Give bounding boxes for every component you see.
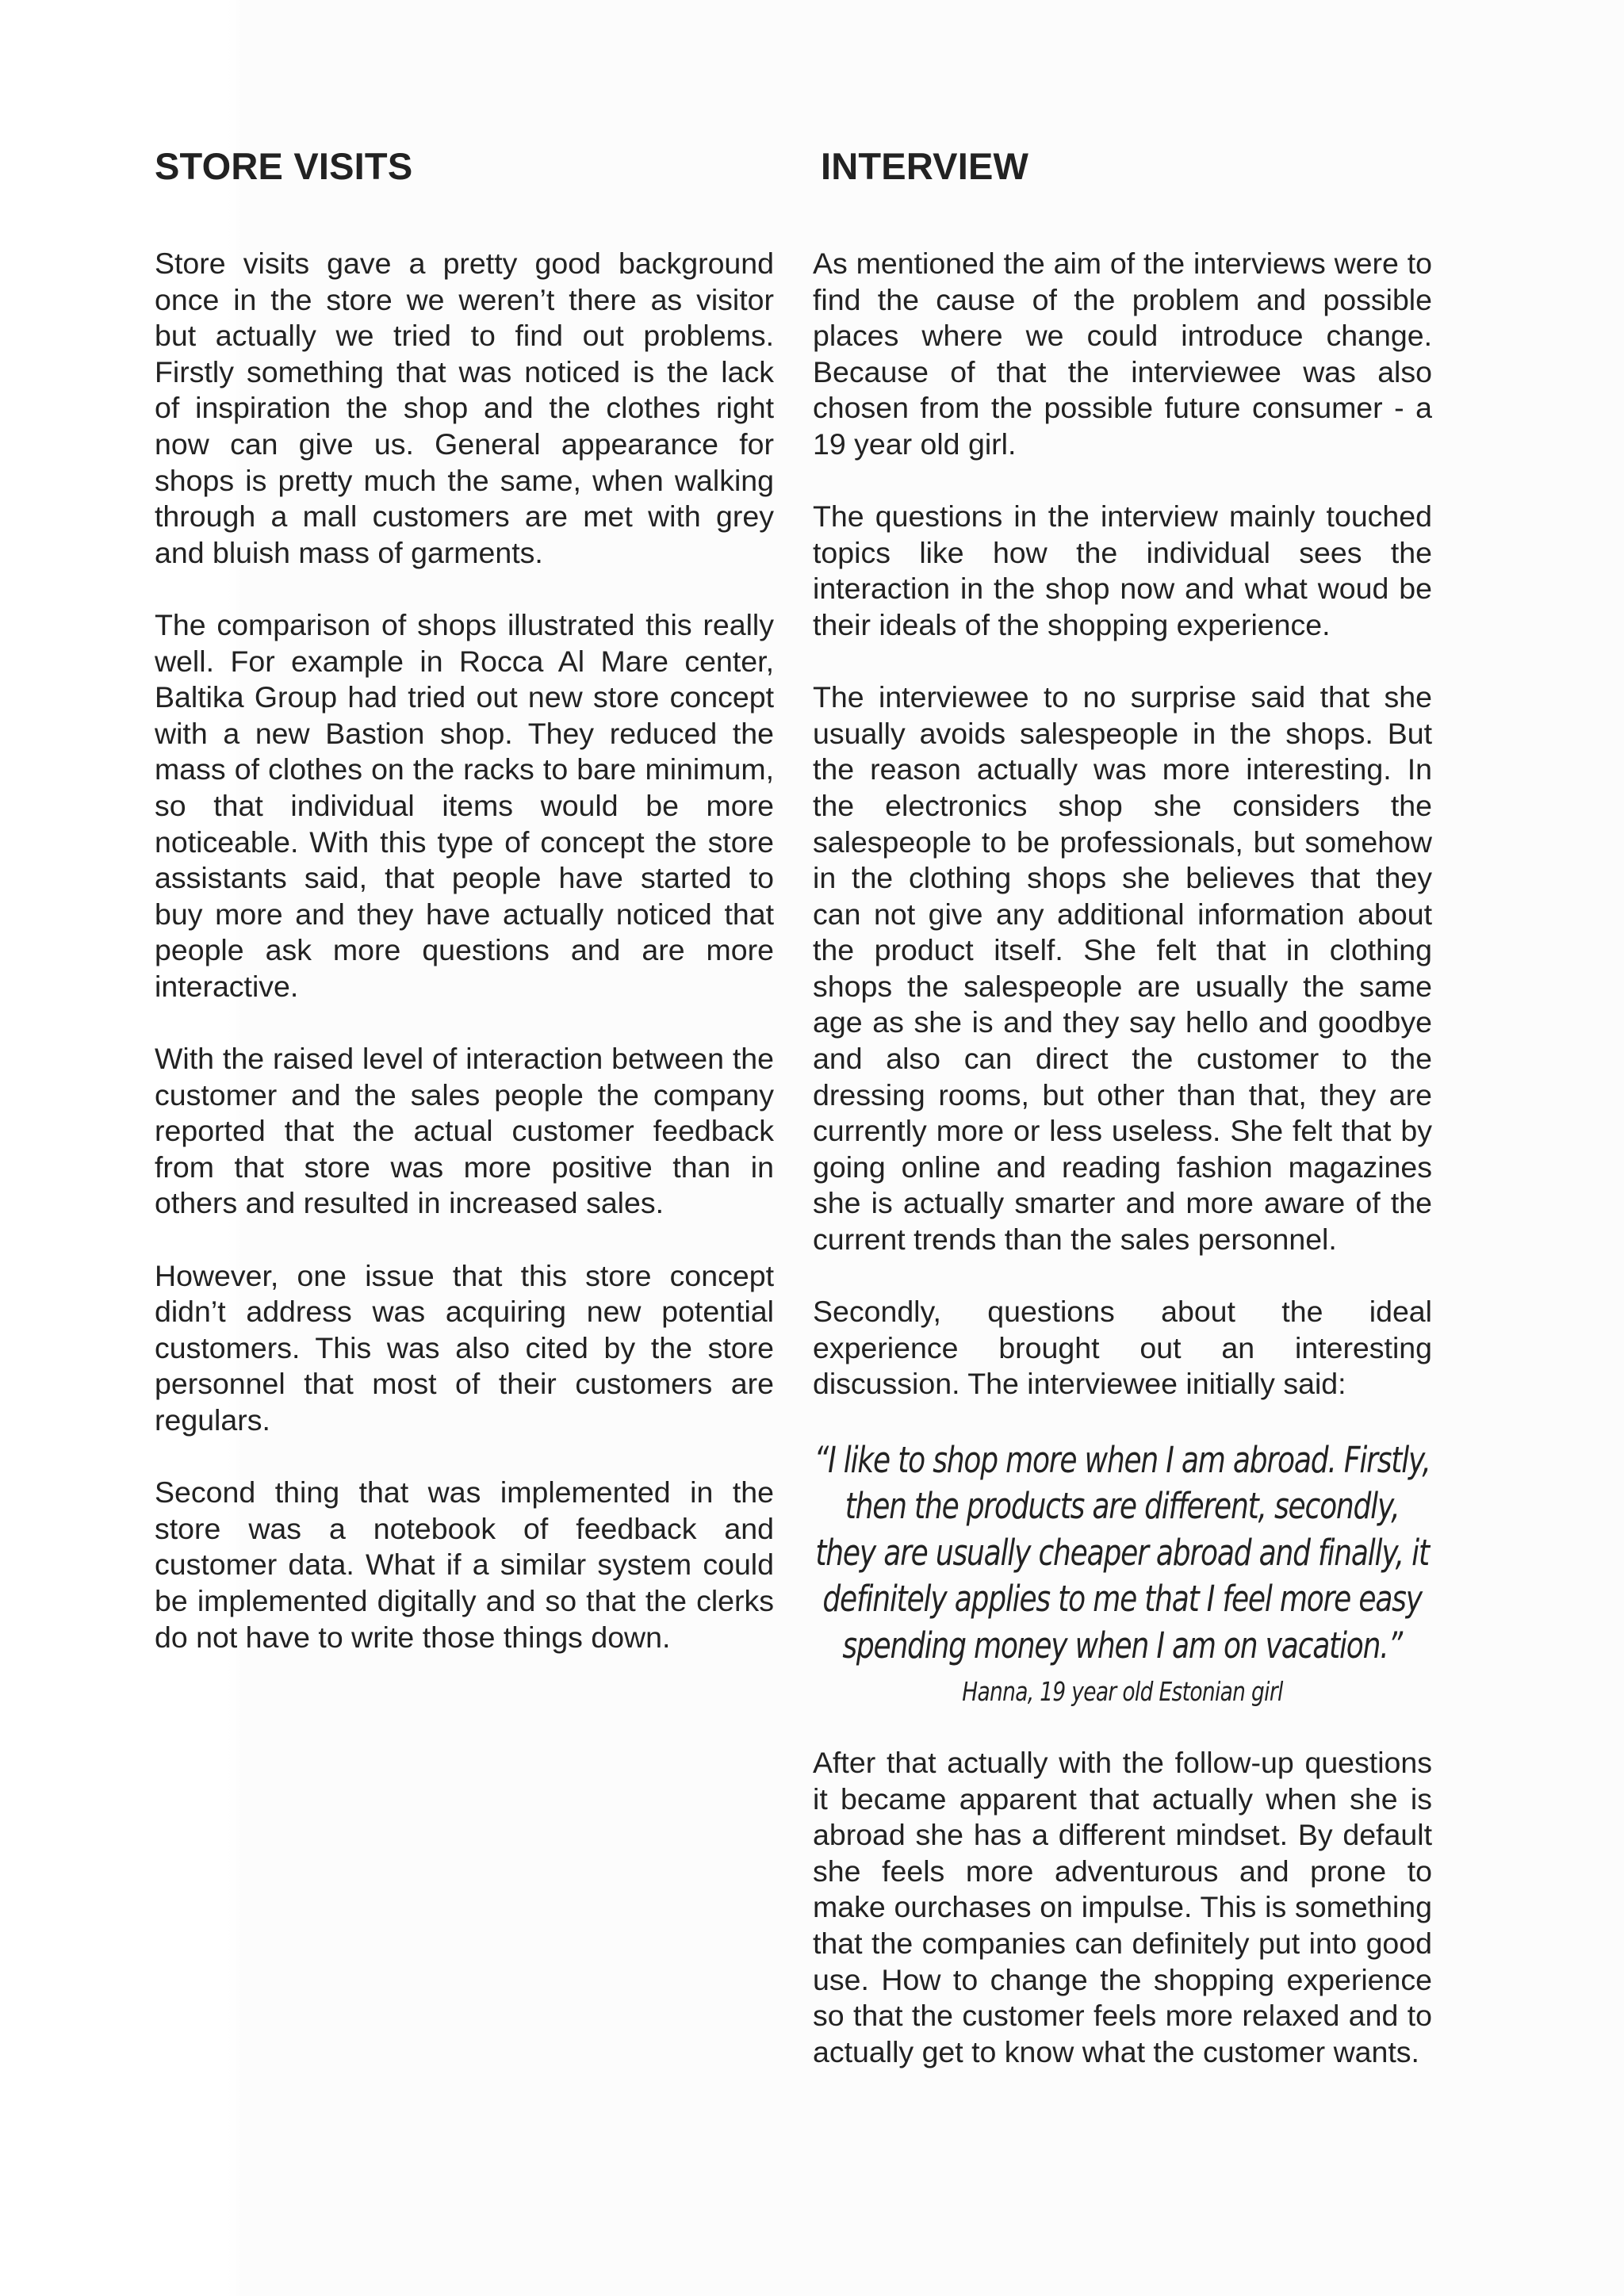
interview-heading: INTERVIEW xyxy=(821,145,1029,187)
store-visits-column xyxy=(155,143,774,1692)
interview-paragraph: As mentioned the aim of the interviews were to find the cause of the problem and possible places where we could introduce change. Because of that the interviewee was also chosen from the possible future consumer - a 19 year old girl. xyxy=(813,247,1432,461)
interview-paragraph: The interviewee to no surprise said that she usually avoids salespeople in the shops. But the reason actually was more interesting. In the electronics shop she considers the salespeople to be professionals, but somehow in the clothing shops she believes that they can not give any additional information about the product itself. She felt that in clothing shops the salespeople are usually the same age as she is and they say hello and goodbye and also can direct the customer to the dressing rooms, but other than that, they are currently more or less useless. She felt that by going online and reading fashion magazines she is actually smarter and more aware of the current trends than the sales personnel. xyxy=(813,680,1432,1257)
store-visits-paragraph: Store visits gave a pretty good background once in the store we weren’t there as visitor but actually we tried to find out problems. Firstly something that was noticed is the lack of inspiration the shop and the clothes right now can give us. General appearance for shops is pretty much the same, when walking through a mall customers are met with grey and bluish mass of garments. xyxy=(155,247,774,569)
store-visits-paragraph: The comparison of shops illustrated this really well. For example in Rocca Al Mare center, Baltika Group had tried out new store concept with a new Bastion shop. They reduced the mass of clothes on the racks to bare minimum, so that individual items would be more noticeable. With this type of concept the store assistants said, that people have started to buy more and they have actually noticed that people ask more questions and are more interactive. xyxy=(155,607,774,1003)
store-visits-paragraph: However, one issue that this store concept didn’t address was acquiring new potential customers. This was also cited by the store personnel that most of their customers are regulars. xyxy=(155,1258,774,1437)
store-visits-paragraph: Second thing that was implemented in the store was a notebook of feedback and customer data. What if a similar system could be implemented digitally and so that the clerks do not have to write those things down. xyxy=(155,1475,774,1654)
quote-attribution: Hanna, 19 year old Estonian girl xyxy=(962,1676,1283,1708)
store-visits-body xyxy=(155,246,774,1655)
interview-body xyxy=(813,246,1432,2070)
interview-paragraph: The questions in the interview mainly touched topics like how the individual sees the interaction in the shop now and what woud be their ideals of the shopping experience. xyxy=(813,499,1432,641)
interview-paragraph: After that actually with the follow-up questions it became apparent that actually when she is abroad she has a different mindset. By default she feels more adventurous and prone to make ourchases on impulse. This is something that the companies can definitely put into good use. How to change the shopping experience so that the customer feels more relaxed and to actually get to know what the customer wants. xyxy=(813,1746,1432,2068)
quote-text: “I like to shop more when I am abroad. Firstly, then the products are different, secondly, they are usually cheaper abroad and finally, it definitely applies to me that I feel more easy spending money when I am on vacation.” xyxy=(814,1438,1431,1667)
interview-paragraph: Secondly, questions about the ideal experience brought out an interesting discussion. The interviewee initially said: xyxy=(813,1295,1432,1401)
store-visits-paragraph: With the raised level of interaction between the customer and the sales people the company reported that the actual customer feedback from that store was more positive than in others and resulted in increased sales. xyxy=(155,1042,774,1220)
interview-column xyxy=(813,143,1432,2107)
pull-quote xyxy=(813,1437,1432,1711)
store-visits-heading: STORE VISITS xyxy=(155,145,413,187)
